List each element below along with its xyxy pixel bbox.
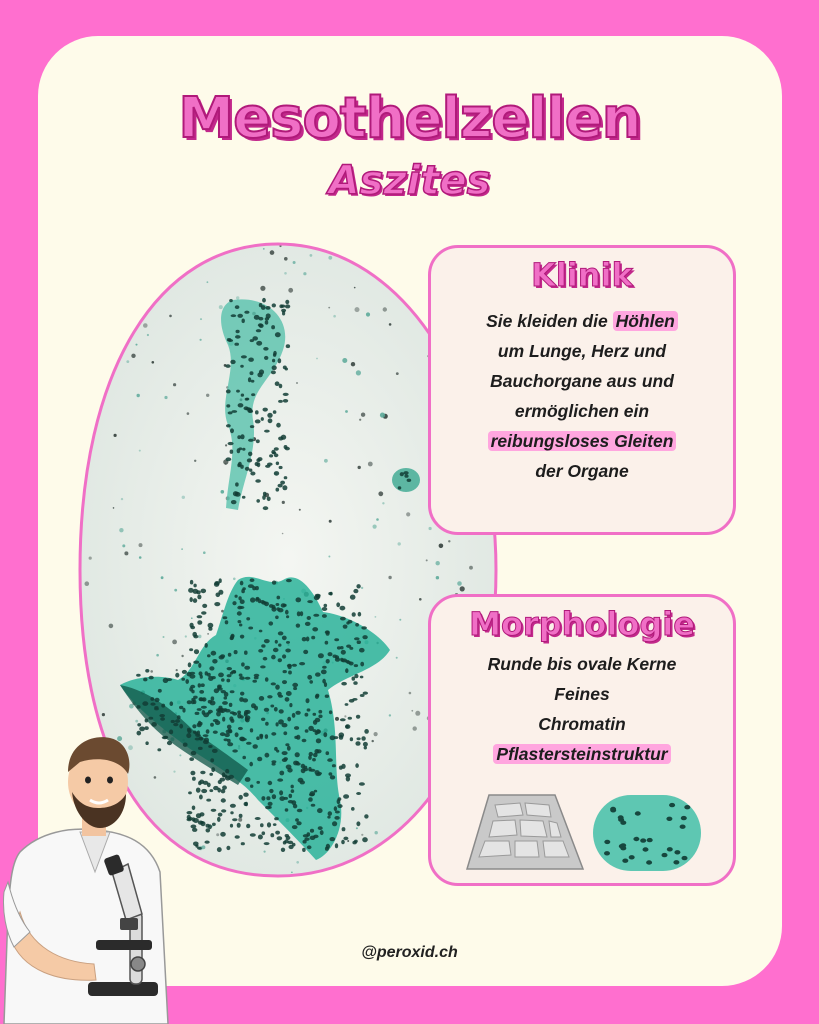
morphologie-highlight-pflaster: Pflastersteinstruktur <box>493 744 670 764</box>
klinik-title: Klinik <box>531 256 633 294</box>
morphologie-thumbnails <box>465 793 705 873</box>
cell-nuclei-icon <box>593 795 701 871</box>
morphologie-line-2: Feines <box>554 684 610 704</box>
klinik-line-6: der Organe <box>535 461 629 481</box>
klinik-highlight-hoehlen: Höhlen <box>613 311 678 331</box>
klinik-panel <box>428 245 736 535</box>
morphologie-panel <box>428 594 736 886</box>
page-subtitle: Aszites <box>328 158 491 204</box>
klinik-line-2: um Lunge, Herz und <box>497 341 667 361</box>
morphologie-title: Morphologie <box>469 605 695 643</box>
klinik-line-4: ermöglichen ein <box>514 401 650 421</box>
klinik-line-1: Sie kleiden die <box>486 311 613 331</box>
cobblestone-path-icon <box>467 795 583 869</box>
klinik-line-3: Bauchorgane aus und <box>490 371 674 391</box>
page-title: Mesothelzellen <box>178 86 641 151</box>
klinik-text <box>431 306 733 486</box>
morphologie-line-1: Runde bis ovale Kerne <box>487 654 677 674</box>
morphologie-line-3: Chromatin <box>538 714 626 734</box>
doctor-with-microscope-illustration <box>0 732 170 1024</box>
klinik-highlight-gleiten: reibungsloses Gleiten <box>488 431 677 451</box>
social-handle: @peroxid.ch <box>361 944 458 961</box>
morphologie-text <box>431 649 733 769</box>
